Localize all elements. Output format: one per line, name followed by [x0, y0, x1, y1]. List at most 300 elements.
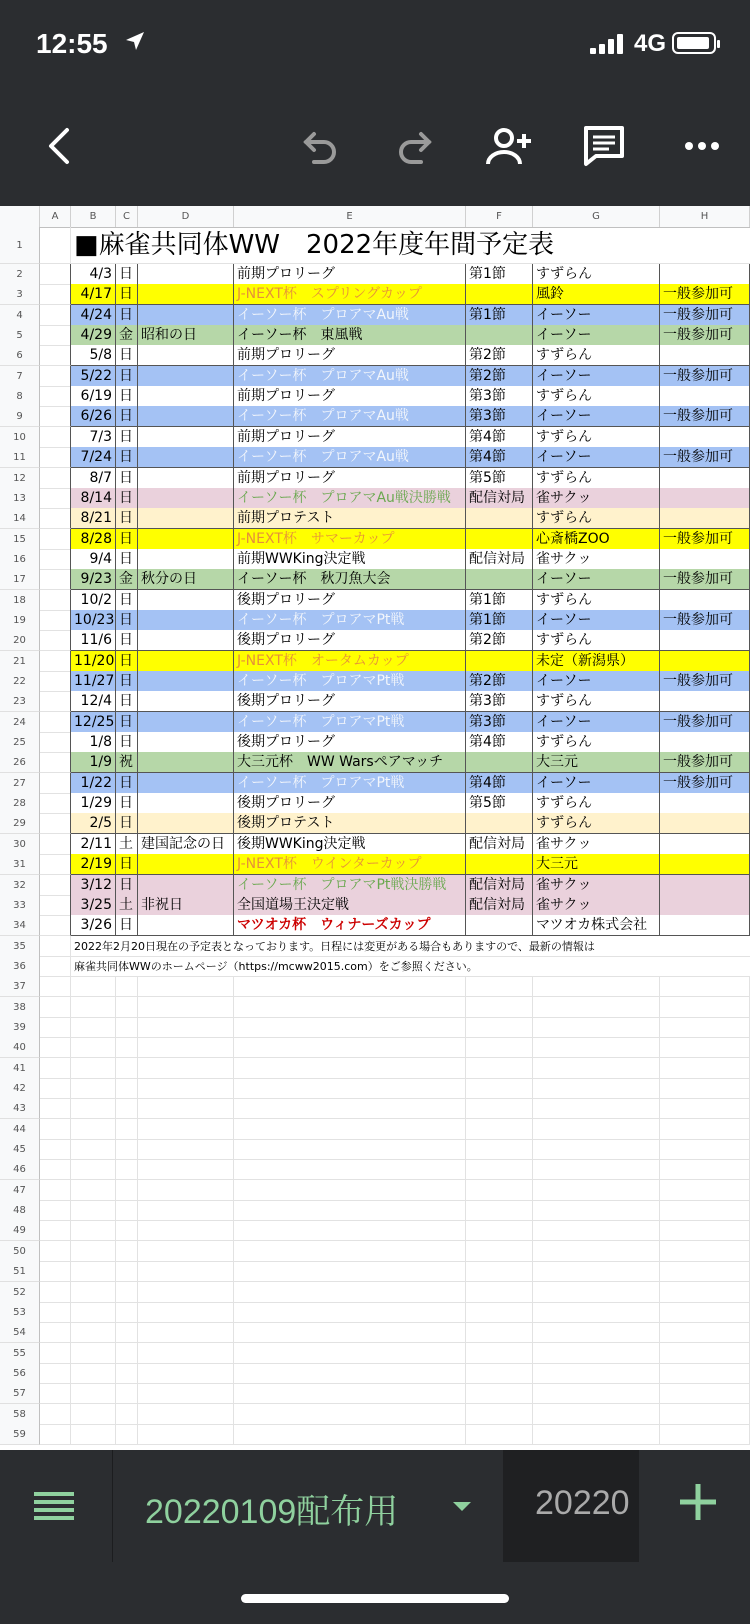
- cell[interactable]: 11/20: [71, 651, 116, 672]
- cell[interactable]: 日: [116, 793, 138, 814]
- cell[interactable]: 第1節: [466, 305, 533, 326]
- cell[interactable]: [138, 549, 234, 570]
- cell[interactable]: 第2節: [466, 345, 533, 366]
- cell[interactable]: [71, 1343, 116, 1364]
- cell[interactable]: 一般参加可: [660, 325, 750, 346]
- cell[interactable]: イーソー杯 プロアマPt戦: [234, 610, 466, 631]
- cell[interactable]: 全国道場王決定戦: [234, 895, 466, 916]
- cell[interactable]: [138, 1220, 234, 1241]
- cell[interactable]: [234, 1343, 466, 1364]
- cell[interactable]: 5/22: [71, 366, 116, 387]
- cell[interactable]: 日: [116, 508, 138, 529]
- cell[interactable]: [71, 1241, 116, 1262]
- cell[interactable]: [138, 1078, 234, 1099]
- column-header-g[interactable]: G: [533, 206, 660, 227]
- cell[interactable]: 前期プロテスト: [234, 508, 466, 529]
- row-header[interactable]: 12: [0, 468, 40, 489]
- cell[interactable]: [533, 1302, 660, 1323]
- cell[interactable]: [138, 1017, 234, 1038]
- cell[interactable]: [40, 671, 71, 692]
- row-header[interactable]: 53: [0, 1302, 40, 1323]
- cell[interactable]: すずらん: [533, 345, 660, 366]
- cell[interactable]: 配信対局: [466, 895, 533, 916]
- cell[interactable]: 後期プロリーグ: [234, 793, 466, 814]
- cell[interactable]: [660, 508, 750, 529]
- cell[interactable]: [116, 1037, 138, 1058]
- corner-cell[interactable]: [0, 206, 40, 227]
- cell[interactable]: 日: [116, 610, 138, 631]
- cell[interactable]: [40, 976, 71, 997]
- cell[interactable]: [116, 1282, 138, 1303]
- cell[interactable]: 前期プロリーグ: [234, 264, 466, 285]
- cell[interactable]: 2/11: [71, 834, 116, 855]
- row-header[interactable]: 40: [0, 1037, 40, 1058]
- cell[interactable]: 雀サクッ: [533, 875, 660, 896]
- cell[interactable]: [40, 508, 71, 529]
- row-header[interactable]: 51: [0, 1261, 40, 1282]
- cell[interactable]: [40, 386, 71, 407]
- row-header[interactable]: 6: [0, 345, 40, 366]
- cell[interactable]: 秋分の日: [138, 569, 234, 590]
- cell[interactable]: すずらん: [533, 732, 660, 753]
- cell[interactable]: 麻雀共同体WWのホームページ（https://mcww2015.com）をご参照ください。: [71, 956, 750, 977]
- cell[interactable]: [138, 1282, 234, 1303]
- row-header[interactable]: 5: [0, 325, 40, 346]
- cell[interactable]: 一般参加可: [660, 305, 750, 326]
- cell[interactable]: 第3節: [466, 712, 533, 733]
- cell[interactable]: [660, 549, 750, 570]
- row-header[interactable]: 28: [0, 793, 40, 814]
- cell[interactable]: [660, 1037, 750, 1058]
- row-header[interactable]: 33: [0, 895, 40, 916]
- cell[interactable]: 土: [116, 895, 138, 916]
- cell[interactable]: 前期プロリーグ: [234, 468, 466, 489]
- cell[interactable]: [234, 1322, 466, 1343]
- cell[interactable]: [466, 915, 533, 936]
- cell[interactable]: [40, 1098, 71, 1119]
- cell[interactable]: [533, 976, 660, 997]
- cell[interactable]: 第1節: [466, 264, 533, 285]
- cell[interactable]: すずらん: [533, 813, 660, 834]
- cell[interactable]: [138, 712, 234, 733]
- more-button[interactable]: [672, 116, 732, 176]
- cell[interactable]: [466, 1363, 533, 1384]
- cell[interactable]: [138, 590, 234, 611]
- cell[interactable]: [660, 1220, 750, 1241]
- cell[interactable]: 前期プロリーグ: [234, 427, 466, 448]
- row-header[interactable]: 34: [0, 915, 40, 936]
- cell[interactable]: [234, 1363, 466, 1384]
- cell[interactable]: イーソー杯 秋刀魚大会: [234, 569, 466, 590]
- row-header[interactable]: 4: [0, 305, 40, 326]
- cell[interactable]: [660, 834, 750, 855]
- cell[interactable]: [40, 773, 71, 794]
- cell[interactable]: [40, 997, 71, 1018]
- cell[interactable]: [533, 1017, 660, 1038]
- row-header[interactable]: 44: [0, 1119, 40, 1140]
- cell[interactable]: 日: [116, 284, 138, 305]
- cell[interactable]: [71, 1302, 116, 1323]
- row-header[interactable]: 30: [0, 834, 40, 855]
- cell[interactable]: 第5節: [466, 468, 533, 489]
- cell[interactable]: [71, 1058, 116, 1079]
- cell[interactable]: 第2節: [466, 366, 533, 387]
- cell[interactable]: [533, 1363, 660, 1384]
- cell[interactable]: [138, 366, 234, 387]
- cell[interactable]: 昭和の日: [138, 325, 234, 346]
- cell[interactable]: [234, 1139, 466, 1160]
- cell[interactable]: 1/8: [71, 732, 116, 753]
- row-header[interactable]: 54: [0, 1322, 40, 1343]
- cell[interactable]: [40, 813, 71, 834]
- cell[interactable]: [660, 651, 750, 672]
- cell[interactable]: [138, 1098, 234, 1119]
- cell[interactable]: [466, 854, 533, 875]
- cell[interactable]: [138, 1404, 234, 1425]
- cell[interactable]: [234, 1058, 466, 1079]
- row-header[interactable]: 21: [0, 651, 40, 672]
- cell[interactable]: [660, 488, 750, 509]
- cell[interactable]: 一般参加可: [660, 569, 750, 590]
- cell[interactable]: 日: [116, 854, 138, 875]
- row-header[interactable]: 59: [0, 1424, 40, 1445]
- cell[interactable]: 日: [116, 447, 138, 468]
- cell[interactable]: [71, 1037, 116, 1058]
- cell[interactable]: [660, 590, 750, 611]
- cell[interactable]: [40, 1363, 71, 1384]
- cell[interactable]: [234, 1180, 466, 1201]
- cell[interactable]: [40, 1058, 71, 1079]
- row-header[interactable]: 18: [0, 590, 40, 611]
- cell[interactable]: [466, 1119, 533, 1140]
- row-header[interactable]: 49: [0, 1220, 40, 1241]
- row-header[interactable]: 11: [0, 447, 40, 468]
- cell[interactable]: 前期プロリーグ: [234, 345, 466, 366]
- cell[interactable]: マツオカ杯 ウィナーズカップ: [234, 915, 466, 936]
- cell[interactable]: [660, 1098, 750, 1119]
- add-sheet-icon[interactable]: [676, 1480, 720, 1524]
- cell[interactable]: [71, 1078, 116, 1099]
- cell[interactable]: 日: [116, 630, 138, 651]
- cell[interactable]: [116, 1404, 138, 1425]
- cell[interactable]: [138, 284, 234, 305]
- column-header-d[interactable]: D: [138, 206, 234, 227]
- row-header[interactable]: 23: [0, 691, 40, 712]
- row-header[interactable]: 13: [0, 488, 40, 509]
- cell[interactable]: [660, 1139, 750, 1160]
- cell[interactable]: [466, 1078, 533, 1099]
- cell[interactable]: 雀サクッ: [533, 488, 660, 509]
- row-header[interactable]: 46: [0, 1159, 40, 1180]
- caret-down-icon[interactable]: [453, 1502, 471, 1511]
- cell[interactable]: [466, 1343, 533, 1364]
- cell[interactable]: [40, 264, 71, 285]
- row-header[interactable]: 29: [0, 813, 40, 834]
- cell[interactable]: [40, 1037, 71, 1058]
- cell[interactable]: [40, 529, 71, 550]
- cell[interactable]: [116, 1220, 138, 1241]
- cell[interactable]: [466, 1037, 533, 1058]
- row-header[interactable]: 31: [0, 854, 40, 875]
- cell[interactable]: [40, 468, 71, 489]
- cell[interactable]: [138, 915, 234, 936]
- column-header-c[interactable]: C: [116, 206, 138, 227]
- row-header[interactable]: 14: [0, 508, 40, 529]
- cell[interactable]: 第3節: [466, 406, 533, 427]
- cell[interactable]: 一般参加可: [660, 447, 750, 468]
- cell[interactable]: [71, 1139, 116, 1160]
- cell[interactable]: [138, 345, 234, 366]
- row-header[interactable]: 27: [0, 773, 40, 794]
- cell[interactable]: [40, 854, 71, 875]
- cell[interactable]: [533, 1424, 660, 1445]
- cell[interactable]: [138, 630, 234, 651]
- cell[interactable]: 7/3: [71, 427, 116, 448]
- cell[interactable]: 前期プロリーグ: [234, 386, 466, 407]
- row-header[interactable]: 7: [0, 366, 40, 387]
- cell[interactable]: 7/24: [71, 447, 116, 468]
- cell[interactable]: [138, 529, 234, 550]
- cell[interactable]: [40, 569, 71, 590]
- cell[interactable]: 大三元: [533, 752, 660, 773]
- cell[interactable]: 日: [116, 305, 138, 326]
- cell[interactable]: 日: [116, 712, 138, 733]
- cell[interactable]: [533, 1241, 660, 1262]
- cell[interactable]: [116, 1302, 138, 1323]
- cell[interactable]: [71, 1261, 116, 1282]
- cell[interactable]: [40, 305, 71, 326]
- cell[interactable]: マツオカ株式会社: [533, 915, 660, 936]
- cell[interactable]: [466, 752, 533, 773]
- cell[interactable]: イーソー杯 東風戦: [234, 325, 466, 346]
- cell[interactable]: 一般参加可: [660, 712, 750, 733]
- cell[interactable]: [138, 671, 234, 692]
- cell[interactable]: 日: [116, 264, 138, 285]
- cell[interactable]: 後期プロテスト: [234, 813, 466, 834]
- cell[interactable]: [138, 1037, 234, 1058]
- cell[interactable]: すずらん: [533, 691, 660, 712]
- column-header-a[interactable]: A: [40, 206, 71, 227]
- cell[interactable]: [116, 1241, 138, 1262]
- row-header[interactable]: 48: [0, 1200, 40, 1221]
- cell[interactable]: イーソー杯 プロアマAu戦決勝戦: [234, 488, 466, 509]
- cell[interactable]: 日: [116, 732, 138, 753]
- cell[interactable]: すずらん: [533, 630, 660, 651]
- cell[interactable]: [138, 997, 234, 1018]
- cell[interactable]: [660, 1343, 750, 1364]
- cell[interactable]: [533, 1220, 660, 1241]
- cell[interactable]: [138, 651, 234, 672]
- cell[interactable]: 雀サクッ: [533, 834, 660, 855]
- cell[interactable]: [71, 1017, 116, 1038]
- cell[interactable]: 第3節: [466, 386, 533, 407]
- cell[interactable]: [138, 1343, 234, 1364]
- cell[interactable]: [234, 1302, 466, 1323]
- cell[interactable]: 8/28: [71, 529, 116, 550]
- cell[interactable]: [116, 1180, 138, 1201]
- cell[interactable]: [138, 1119, 234, 1140]
- cell[interactable]: [40, 1220, 71, 1241]
- cell[interactable]: 4/17: [71, 284, 116, 305]
- cell[interactable]: [660, 976, 750, 997]
- cell[interactable]: [466, 813, 533, 834]
- cell[interactable]: 第2節: [466, 630, 533, 651]
- cell[interactable]: 一般参加可: [660, 752, 750, 773]
- cell[interactable]: [660, 1017, 750, 1038]
- cell[interactable]: J-NEXT杯 オータムカップ: [234, 651, 466, 672]
- cell[interactable]: [138, 793, 234, 814]
- cell[interactable]: [533, 1058, 660, 1079]
- cell[interactable]: 1/29: [71, 793, 116, 814]
- cell[interactable]: [71, 1282, 116, 1303]
- cell[interactable]: 祝: [116, 752, 138, 773]
- cell[interactable]: 第1節: [466, 610, 533, 631]
- cell[interactable]: [40, 227, 71, 264]
- cell[interactable]: [234, 976, 466, 997]
- cell[interactable]: [40, 915, 71, 936]
- row-header[interactable]: 17: [0, 569, 40, 590]
- cell[interactable]: [40, 1180, 71, 1201]
- cell[interactable]: 2/5: [71, 813, 116, 834]
- cell[interactable]: [138, 1424, 234, 1445]
- cell[interactable]: [116, 1424, 138, 1445]
- cell[interactable]: 一般参加可: [660, 671, 750, 692]
- cell[interactable]: [466, 508, 533, 529]
- cell[interactable]: [116, 1119, 138, 1140]
- cell[interactable]: [660, 1241, 750, 1262]
- cell[interactable]: すずらん: [533, 386, 660, 407]
- cell[interactable]: [71, 976, 116, 997]
- cell[interactable]: [466, 1017, 533, 1038]
- cell[interactable]: [660, 915, 750, 936]
- cell[interactable]: J-NEXT杯 スプリングカップ: [234, 284, 466, 305]
- row-header[interactable]: 35: [0, 936, 40, 957]
- row-header[interactable]: 1: [0, 227, 40, 264]
- cell[interactable]: [40, 1017, 71, 1038]
- cell[interactable]: [234, 1220, 466, 1241]
- cell[interactable]: イーソー杯 プロアマPt戦: [234, 773, 466, 794]
- cell[interactable]: 第4節: [466, 732, 533, 753]
- cell[interactable]: [40, 1343, 71, 1364]
- cell[interactable]: [533, 1139, 660, 1160]
- cell[interactable]: [40, 712, 71, 733]
- cell[interactable]: [116, 1322, 138, 1343]
- cell[interactable]: [533, 1383, 660, 1404]
- row-header[interactable]: 47: [0, 1180, 40, 1201]
- cell[interactable]: [40, 956, 71, 977]
- column-header-e[interactable]: E: [234, 206, 466, 227]
- cell[interactable]: 4/24: [71, 305, 116, 326]
- cell[interactable]: [116, 1098, 138, 1119]
- cell[interactable]: 一般参加可: [660, 366, 750, 387]
- cell[interactable]: [660, 386, 750, 407]
- cell[interactable]: 一般参加可: [660, 610, 750, 631]
- cell[interactable]: [138, 1241, 234, 1262]
- cell[interactable]: [234, 1098, 466, 1119]
- cell[interactable]: [138, 610, 234, 631]
- row-header[interactable]: 24: [0, 712, 40, 733]
- row-header[interactable]: 38: [0, 997, 40, 1018]
- cell[interactable]: [40, 1139, 71, 1160]
- cell[interactable]: [466, 1200, 533, 1221]
- cell[interactable]: [660, 895, 750, 916]
- cell[interactable]: 12/4: [71, 691, 116, 712]
- cell[interactable]: [40, 1261, 71, 1282]
- cell[interactable]: 11/6: [71, 630, 116, 651]
- cell[interactable]: [40, 752, 71, 773]
- cell[interactable]: イーソー: [533, 447, 660, 468]
- cell[interactable]: イーソー: [533, 406, 660, 427]
- cell[interactable]: [71, 997, 116, 1018]
- cell[interactable]: [71, 1180, 116, 1201]
- cell[interactable]: 第4節: [466, 447, 533, 468]
- cell[interactable]: [660, 854, 750, 875]
- cell[interactable]: [660, 1404, 750, 1425]
- cell[interactable]: 9/4: [71, 549, 116, 570]
- cell[interactable]: 日: [116, 813, 138, 834]
- cell[interactable]: [116, 976, 138, 997]
- row-header[interactable]: 41: [0, 1058, 40, 1079]
- cell[interactable]: [138, 1261, 234, 1282]
- cell[interactable]: 4/29: [71, 325, 116, 346]
- cell[interactable]: [40, 488, 71, 509]
- cell[interactable]: [138, 406, 234, 427]
- cell[interactable]: [40, 834, 71, 855]
- cell[interactable]: [40, 610, 71, 631]
- cell[interactable]: [234, 1119, 466, 1140]
- cell[interactable]: [138, 1322, 234, 1343]
- cell[interactable]: 10/23: [71, 610, 116, 631]
- cell[interactable]: 日: [116, 773, 138, 794]
- row-header[interactable]: 25: [0, 732, 40, 753]
- cell[interactable]: [660, 345, 750, 366]
- cell[interactable]: [660, 427, 750, 448]
- cell[interactable]: [138, 1139, 234, 1160]
- cell[interactable]: [138, 773, 234, 794]
- cell[interactable]: [71, 1424, 116, 1445]
- cell[interactable]: [660, 1058, 750, 1079]
- cell[interactable]: [660, 1119, 750, 1140]
- cell[interactable]: 10/2: [71, 590, 116, 611]
- cell[interactable]: 2/19: [71, 854, 116, 875]
- cell[interactable]: [138, 1383, 234, 1404]
- cell[interactable]: 配信対局: [466, 834, 533, 855]
- row-header[interactable]: 9: [0, 406, 40, 427]
- cell[interactable]: イーソー: [533, 610, 660, 631]
- row-header[interactable]: 10: [0, 427, 40, 448]
- cell[interactable]: [40, 732, 71, 753]
- cell[interactable]: 1/9: [71, 752, 116, 773]
- cell[interactable]: [40, 406, 71, 427]
- sheet-tab-active[interactable]: [112, 1450, 503, 1562]
- redo-button[interactable]: [385, 116, 445, 176]
- cell[interactable]: [234, 1424, 466, 1445]
- cell[interactable]: [533, 1261, 660, 1282]
- cell[interactable]: 前期WWKing決定戦: [234, 549, 466, 570]
- cell[interactable]: [71, 1220, 116, 1241]
- cell[interactable]: [116, 1058, 138, 1079]
- cell[interactable]: すずらん: [533, 427, 660, 448]
- cell[interactable]: [660, 691, 750, 712]
- cell[interactable]: 非祝日: [138, 895, 234, 916]
- row-header[interactable]: 22: [0, 671, 40, 692]
- cell[interactable]: 風鈴: [533, 284, 660, 305]
- cell[interactable]: [660, 1322, 750, 1343]
- cell[interactable]: [138, 813, 234, 834]
- cell[interactable]: 3/12: [71, 875, 116, 896]
- column-header-f[interactable]: F: [466, 206, 533, 227]
- all-sheets-menu-icon[interactable]: [34, 1490, 74, 1522]
